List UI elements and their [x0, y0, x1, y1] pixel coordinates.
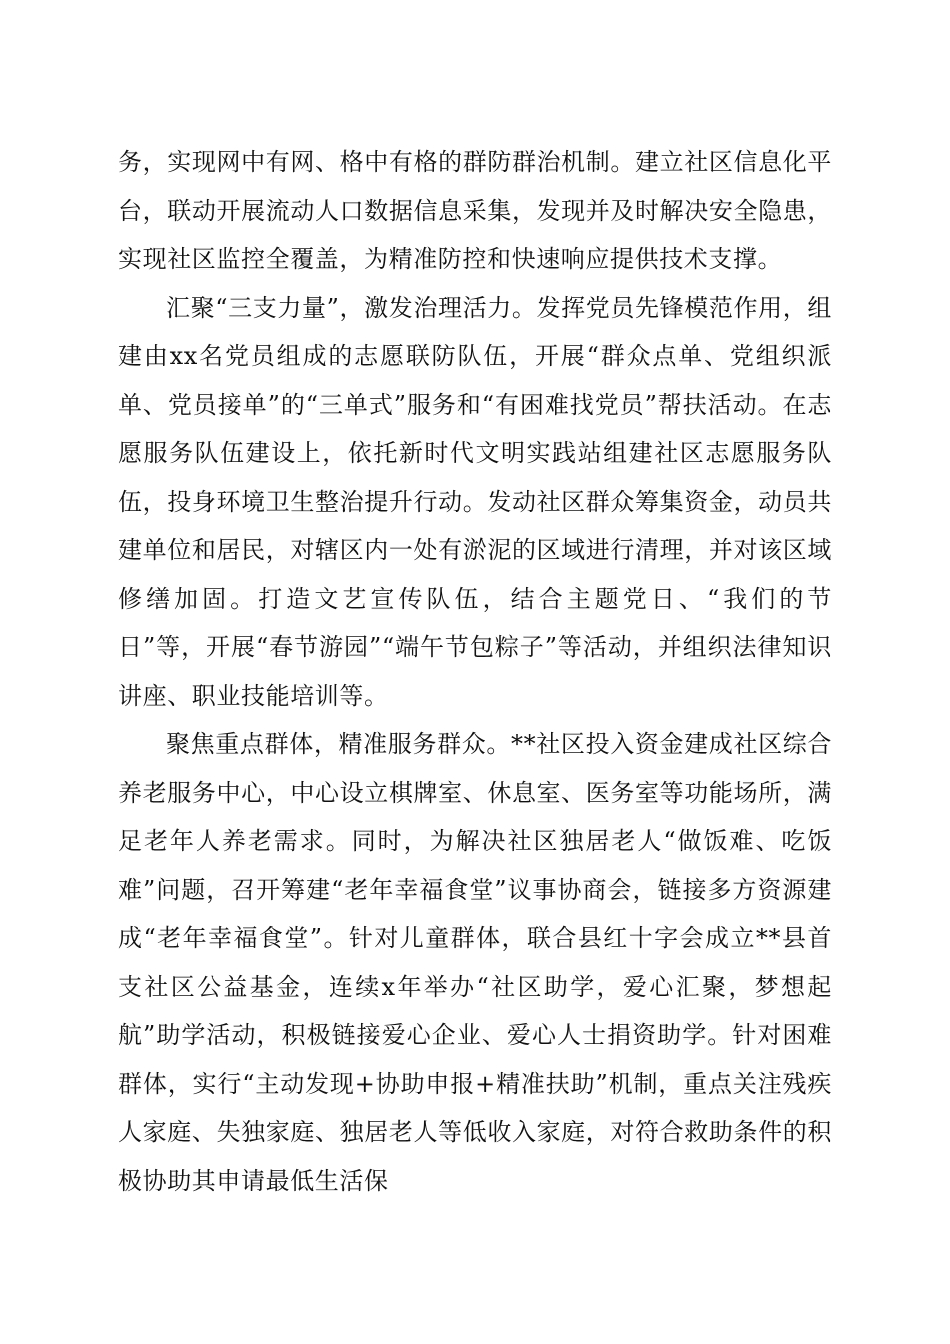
- paragraph-3: 聚焦重点群体，精准服务群众。**社区投入资金建成社区综合养老服务中心，中心设立棋牌室、休息室、医务室等功能场所，满足老年人养老需求。同时，为解决社区独居老人“做饭难、吃饭难”问题，召开筹建“老年幸福食堂”议事协商会，链接多方资源建成“老年幸福食堂”。针对儿童群体，联合县红十字会成立**县首支社区公益基金，连续x年举办“社区助学，爱心汇聚，梦想起航”助学活动，积极链接爱心企业、爱心人士捐资助学。针对困难群体，实行“主动发现+协助申报+精准扶助”机制，重点关注残疾人家庭、失独家庭、独居老人等低收入家庭，对符合救助条件的积极协助其申请最低生活保: [118, 730, 832, 1195]
- body-text: [118, 138, 832, 1205]
- paragraph-2: 汇聚“三支力量”，激发治理活力。发挥党员先锋模范作用，组建由xx名党员组成的志愿联防队伍，开展“群众点单、党组织派单、党员接单”的“三单式”服务和“有困难找党员”帮扶活动。在志愿服务队伍建设上，依托新时代文明实践站组建社区志愿服务队伍，投身环境卫生整治提升行动。发动社区群众筹集资金，动员共建单位和居民，对辖区内一处有淤泥的区域进行清理，并对该区域修缮加固。打造文艺宣传队伍，结合主题党日、“我们的节日”等，开展“春节游园”“端午节包粽子”等活动，并组织法律知识讲座、职业技能培训等。: [118, 293, 832, 710]
- paragraph-1: 务，实现网中有网、格中有格的群防群治机制。建立社区信息化平台，联动开展流动人口数据信息采集，发现并及时解决安全隐患，实现社区监控全覆盖，为精准防控和快速响应提供技术支撑。: [118, 148, 832, 273]
